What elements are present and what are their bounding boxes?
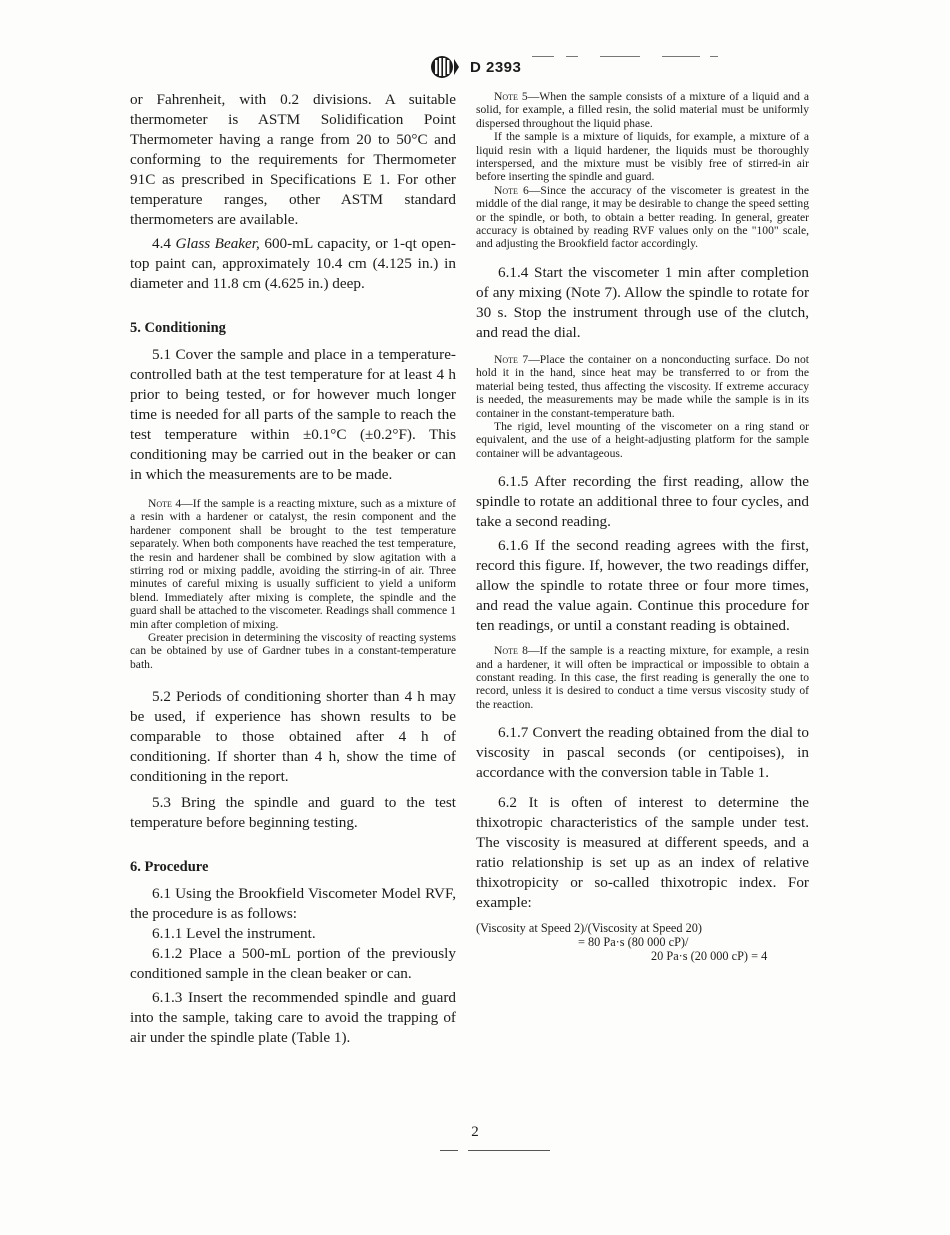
item-title: Glass Beaker, (175, 235, 260, 252)
section-heading-conditioning: 5. Conditioning (130, 320, 226, 336)
note-8 (476, 644, 809, 711)
note-5-continuation: If the sample is a mixture of liquids, for example, a mixture of a liquid resin with a liquid hardener, the liquids must be thoroughly interspersed, and the mixture must be visibly free of stirred-in air before inserting the spindle and guard. (476, 130, 809, 184)
page-header (430, 52, 521, 82)
note-text: —If the sample is a reacting mixture, for example, a resin and a hardener, it will often be impractical or impossible to obtain a constant reading. In this case, the first reading is generally the one to record, unless it is desired to conduct a time versus viscosity study of the reaction. (476, 644, 809, 711)
equation-line: 20 Pa·s (20 000 cP) = 4 (651, 949, 768, 964)
note-label: Note 7 (494, 352, 529, 366)
paragraph-6-2: 6.2 It is often of interest to determine the thixotropic characteristics of the sample under test. The viscosity is measured at different speeds, and a ratio relationship is set up as an index of relative thixotropicity or so-called thixotropic index. For example: (476, 794, 809, 912)
note-label: Note 4 (148, 497, 182, 510)
note-4 (130, 497, 456, 631)
paragraph-5-2: 5.2 Periods of conditioning shorter than 4 h may be used, if experience has shown results to be comparable to those obtained after 4 h of conditioning. If shorter than 4 h, show the time of conditioning in the report. (130, 688, 456, 786)
scan-artifact (532, 56, 554, 57)
scan-artifact (600, 56, 640, 57)
section-heading-procedure: 6. Procedure (130, 859, 209, 876)
right-column (476, 90, 809, 963)
note-7 (476, 353, 809, 420)
equation-line: = 80 Pa·s (80 000 cP)/ (578, 935, 689, 950)
paragraph-6-1-1: 6.1.1 Level the instrument. (152, 925, 316, 943)
page-number: 2 (471, 1124, 479, 1140)
paragraph-4-4 (130, 234, 456, 294)
scan-artifact (662, 56, 700, 57)
scan-artifact (566, 56, 578, 57)
footer-rule (440, 1150, 458, 1151)
note-7-continuation: The rigid, level mounting of the viscometer on a ring stand or equivalent, and the use of a height-adjusting platform for the sample container will be advantageous. (476, 419, 809, 460)
note-text: —If the sample is a reacting mixture, such as a mixture of a resin with a hardener or catalyst, the resin component and the hardener component shall be brought to the test temperature separately. When both components have reached the test temperature, the resin and hardener shall be combined by slow agitation with a stirring rod or mixing paddle, avoiding the stirring-in of air. Three minutes of careful mixing is usually sufficient to yield a uniform blend. Immediately after mixing is complete, the spindle and the guard shall be attached to the viscometer. Readings shall commence 1 min after completion of mixing. (130, 497, 456, 631)
note-text: —When the sample consists of a mixture of a liquid and a solid, for example, a filled resin, the solid material must be uniformly dispersed throughout the liquid phase. (476, 90, 809, 130)
note-5 (476, 90, 809, 130)
left-column (130, 90, 456, 1048)
paragraph-6-1-5: 6.1.5 After recording the first reading, allow the spindle to rotate an additional three to four cycles, and take a second reading. (476, 473, 809, 531)
scan-artifact (710, 56, 718, 57)
note-label: Note 8 (494, 644, 528, 658)
paragraph-6-1-7: 6.1.7 Convert the reading obtained from the dial to viscosity in pascal seconds (or centipoises), in accordance with the conversion table in Table 1. (476, 724, 809, 782)
paragraph-6-1-2: 6.1.2 Place a 500-mL portion of the previously conditioned sample in the clean beaker or can. (130, 945, 456, 983)
paragraph-6-1: 6.1 Using the Brookfield Viscometer Model RVF, the procedure is as follows: (130, 885, 456, 923)
note-text: —Since the accuracy of the viscometer is greatest in the middle of the dial range, it may be desirable to change the speed setting or the spindle, or both, to obtain a better reading. In general, greater accuracy is obtained by reading RVF values only on the "100" scale, and adjusting the Brookfield factor accordingly. (476, 183, 809, 251)
note-6 (476, 184, 809, 251)
document-designation: D 2393 (470, 58, 522, 76)
footer-rule (468, 1150, 550, 1151)
paragraph-thermometer: or Fahrenheit, with 0.2 divisions. A suitable thermometer is ASTM Solidification Point Thermometer having a range from 20 to 50°C and conforming to the requirements for Thermometer 91C as prescribed in Specifications E 1. For other temperature ranges, other ASTM standard thermometers are available. (130, 91, 456, 228)
note-4-continuation: Greater precision in determining the viscosity of reacting systems can be obtained by use of Gardner tubes in a constant-temperature bath. (130, 631, 456, 671)
paragraph-6-1-6: 6.1.6 If the second reading agrees with the first, record this figure. If, however, the two readings differ, allow the spindle to rotate three or four more times, and read the value again. Continue this procedure for ten readings, or until a constant reading is obtained. (476, 537, 809, 635)
equation-line: (Viscosity at Speed 2)/(Viscosity at Speed 20) (476, 921, 702, 936)
thixotropic-index-example (476, 921, 809, 963)
astm-logo-icon (430, 54, 460, 80)
note-label: Note 5 (494, 90, 528, 103)
paragraph-text: 600-mL capacity, or 1-qt open-top paint can, approximately 10.4 cm (4.125 in.) in diameter and 11.8 cm (4.625 in.) deep. (130, 235, 456, 292)
paragraph-6-1-4: 6.1.4 Start the viscometer 1 min after completion of any mixing (Note 7). Allow the spindle to rotate for 30 s. Stop the instrument through use of the clutch, and read the dial. (476, 263, 809, 341)
paragraph-5-1: 5.1 Cover the sample and place in a temperature-controlled bath at the test temperature for at least 4 h prior to being tested, or for however much longer time is needed for all parts of the sample to reach the test temperature within ±0.1°C (±0.2°F). This conditioning may be carried out in the beaker or can in which the measurements are to be made. (130, 346, 456, 483)
paragraph-6-1-3: 6.1.3 Insert the recommended spindle and guard into the sample, taking care to avoid the trapping of air under the spindle plate (Table 1). (130, 989, 456, 1047)
paragraph-5-3: 5.3 Bring the spindle and guard to the test temperature before beginning testing. (130, 794, 456, 832)
note-label: Note 6 (494, 183, 529, 197)
note-text: —Place the container on a nonconducting surface. Do not hold it in the hand, since heat may be transferred to or from the material being tested, thus affecting the viscosity. If extreme accuracy is needed, the measurements may be made while the sample is in its container in the constant-temperature bath. (476, 352, 809, 420)
paragraph-number: 4.4 (152, 235, 171, 252)
